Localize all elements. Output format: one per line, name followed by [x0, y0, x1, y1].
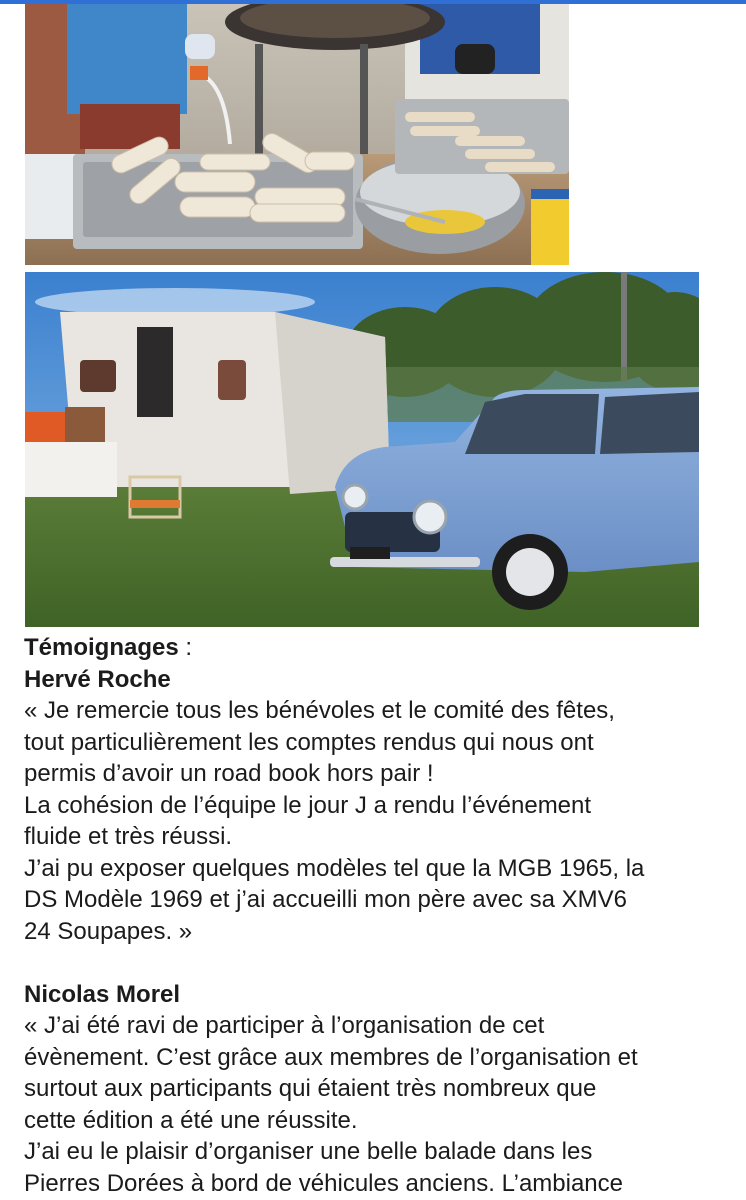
car-show-photo[interactable]	[25, 272, 699, 627]
testimonial-2-line: cette édition a été une réussite.	[24, 1106, 358, 1134]
testimonial-1-line: J’ai pu exposer quelques modèles tel que la MGB 1965, la	[24, 854, 645, 882]
testimonial-1-line: tout particulièrement les comptes rendus qui nous ont	[24, 728, 594, 756]
bbq-photo[interactable]	[25, 4, 569, 265]
car-show-photo-illustration	[25, 272, 699, 627]
testimonial-author-2: Nicolas Morel	[24, 980, 181, 1008]
testimonial-2-line: surtout aux participants qui étaient très nombreux que	[24, 1075, 597, 1102]
testimonial-2-line: J’ai eu le plaisir d’organiser une belle balade dans les	[24, 1138, 593, 1165]
testimonial-1-line: DS Modèle 1969 et j’ai accueilli mon père avec sa XMV6	[24, 886, 627, 913]
paragraph-spacer	[24, 947, 724, 979]
testimonials-heading: Témoignages	[24, 634, 179, 661]
testimonial-author-1: Hervé Roche	[24, 665, 171, 693]
testimonial-2-line: Pierres Dorées à bord de véhicules anciens. L’ambiance	[24, 1169, 624, 1197]
testimonial-2-line: évènement. C’est grâce aux membres de l’organisation et	[24, 1043, 638, 1071]
testimonial-1-line: fluide et très réussi.	[24, 823, 233, 850]
testimonial-1-line: « Je remercie tous les bénévoles et le comité des fêtes,	[24, 697, 615, 724]
testimonial-1-line: 24 Soupapes. »	[24, 917, 193, 945]
bbq-photo-illustration	[25, 4, 569, 265]
testimonials-article	[24, 632, 724, 1199]
testimonial-1-line: La cohésion de l’équipe le jour J a rendu l’événement	[24, 791, 592, 819]
testimonial-2-line: « J’ai été ravi de participer à l’organisation de cet	[24, 1012, 545, 1039]
testimonial-1-line: permis d’avoir un road book hors pair !	[24, 760, 434, 787]
testimonials-heading-line	[24, 632, 724, 664]
testimonials-heading-suffix: :	[178, 634, 193, 661]
